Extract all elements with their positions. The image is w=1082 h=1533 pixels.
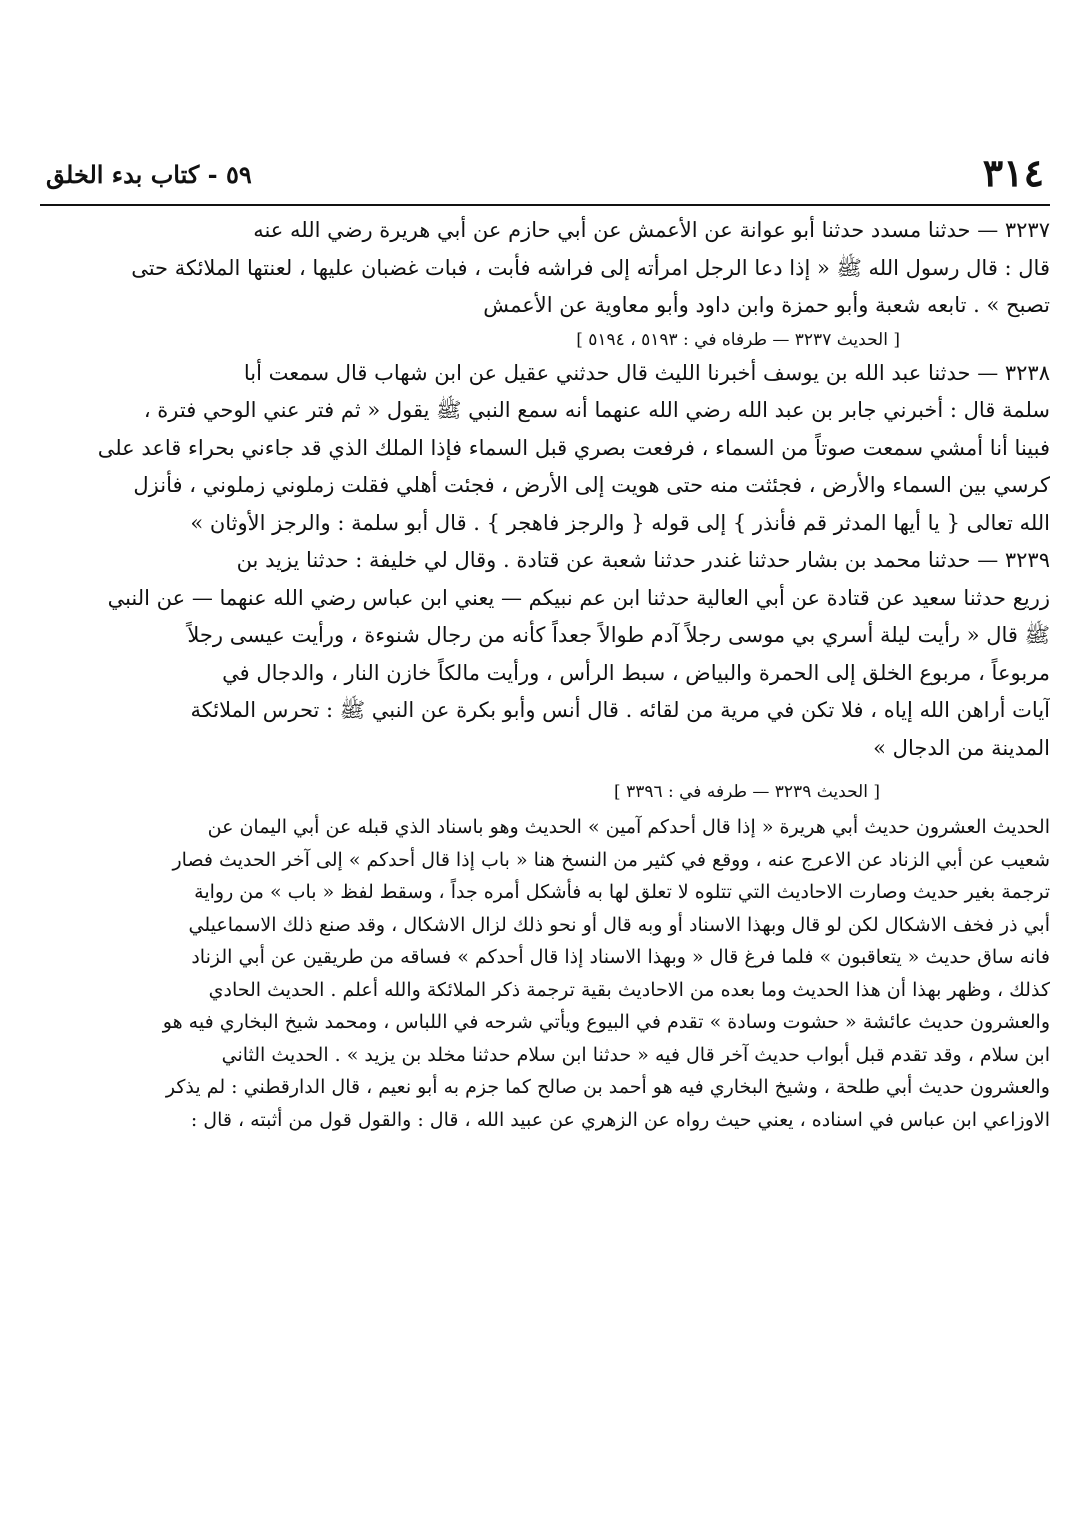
text-line: ﷺ قال « رأيت ليلة أسري بي موسى رجلاً آدم طوالاً جعداً كأنه من رجال شنوءة ، ورأيت عيسى رجلاً <box>187 623 1050 647</box>
header-rule <box>40 204 1050 206</box>
commentary-line: الاوزاعي ابن عباس في اسناده ، يعني حيث رواه عن الزهري عن عبيد الله ، قال : والقول قول من أثبته ، قال : <box>190 1108 1050 1131</box>
text-line: كرسي بين السماء والأرض ، فجئثت منه حتى هويت إلى الأرض ، فجئت أهلي فقلت زملوني زملوني ، فأنزل <box>133 473 1050 497</box>
text-line: مربوعاً ، مربوع الخلق إلى الحمرة والبياض ، سبط الرأس ، ورأيت مالكاً خازن النار ، والدجال في <box>222 660 1050 685</box>
text-line: آيات أراهن الله إياه ، فلا تكن في مرية من لقائه . قال أنس وأبو بكرة عن النبي ﷺ : تحرس الملائكة <box>190 698 1050 722</box>
commentary-line: أبي ذر فخف الاشكال لكن لو قال وبهذا الاسناد أو وبه قال أو نحو ذلك لزال الاشكال ، وقد صنع ذلك الاسماعيلي <box>188 913 1050 936</box>
commentary-line: ترجمة بغير حديث وصارت الاحاديث التي تتلوه لا تعلق لها به فأشكل أمره جداً ، وسقط لفظ « باب » من رواية <box>194 881 1050 903</box>
document-page <box>40 150 1050 1136</box>
commentary <box>40 811 1050 1136</box>
hadith-3239 <box>40 542 1050 807</box>
text-line: تصبح » . تابعه شعبة وأبو حمزة وابن داود وأبو معاوية عن الأعمش <box>483 293 1050 317</box>
commentary-line: كذلك ، وظهر بهذا أن هذا الحديث وما بعده من الاحاديث بقية ترجمة ذكر الملائكة والله أعلم . الحديث الحادي <box>208 978 1050 1001</box>
cross-reference: [ الحديث ٣٢٣٩ — طرفه في : ٣٣٩٦ ] <box>614 782 880 802</box>
commentary-line: والعشرون حديث أبي طلحة ، وشيخ البخاري فيه هو أحمد بن صالح كما جزم به أبو نعيم ، قال الدارقطني : لم يذكر <box>165 1076 1050 1098</box>
text-line: ٣٢٣٩ — حدثنا محمد بن بشار حدثنا غندر حدثنا شعبة عن قتادة . وقال لي خليفة : حدثنا يزيد بن <box>236 548 1050 572</box>
text-line: زريع حدثنا سعيد عن قتادة عن أبي العالية حدثنا ابن عم نبيكم — يعني ابن عباس رضي الله عنهما — عن النبي <box>107 585 1050 610</box>
commentary-line: شعيب عن أبي الزناد عن الاعرج عنه ، ووقع في كثير من النسخ هنا « باب إذا قال أحدكم » إلى آخر الحديث فصار <box>172 848 1050 871</box>
commentary-line: الحديث العشرون حديث أبي هريرة « إذا قال أحدكم آمين » الحديث وهو باسناد الذي قبله عن أبي اليمان عن <box>207 816 1050 838</box>
cross-reference: [ الحديث ٣٢٣٧ — طرفاه في : ٥١٩٣ ، ٥١٩٤ ] <box>576 329 900 350</box>
text-line: الله تعالى { يا أيها المدثر قم فأنذر } إلى قوله { والرجز فاهجر } . قال أبو سلمة : والرجز الأوثان » <box>190 510 1050 535</box>
page-number: ٣١٤ <box>982 150 1044 195</box>
hadith-3237 <box>40 212 1050 355</box>
text-line: ٣٢٣٨ — حدثنا عبد الله بن يوسف أخبرنا الليث قال حدثني عقيل عن ابن شهاب قال سمعت أبا <box>243 360 1050 385</box>
text-line: سلمة قال : أخبرني جابر بن عبد الله رضي الله عنهما أنه سمع النبي ﷺ يقول « ثم فتر عني الوحي فترة ، <box>143 398 1050 422</box>
hadith-3238 <box>40 355 1050 543</box>
text-line: قال : قال رسول الله ﷺ « إذا دعا الرجل امرأته إلى فراشه فأبت ، فبات غضبان عليها ، لعنتها الملائكة حتى <box>131 255 1050 280</box>
chapter-title: ٥٩ - كتاب بدء الخلق <box>46 160 252 189</box>
commentary-line: ابن سلام ، وقد تقدم قبل أبواب حديث آخر قال فيه « حدثنا ابن سلام حدثنا مخلد بن يزيد » . الحديث الثاني <box>221 1043 1050 1066</box>
commentary-line: فانه ساق حديث « يتعاقبون » فلما فرغ قال « وبهذا الاسناد إذا قال أحدكم » فساقه من طريقين عن أبي الزناد <box>191 946 1050 968</box>
page-header <box>40 150 1050 202</box>
text-line: فبينا أنا أمشي سمعت صوتاً من السماء ، فرفعت بصري قبل السماء فإذا الملك الذي قد جاءني بحراء قاعد على <box>97 435 1050 460</box>
text-line: ٣٢٣٧ — حدثنا مسدد حدثنا أبو عوانة عن الأعمش عن أبي حازم عن أبي هريرة رضي الله عنه <box>253 218 1050 242</box>
commentary-line: والعشرون حديث عائشة « حشوت وسادة » تقدم في البيوع ويأتي شرحه في اللباس ، ومحمد شيخ البخاري فيه هو <box>162 1011 1050 1033</box>
text-line: المدينة من الدجال » <box>873 735 1050 760</box>
